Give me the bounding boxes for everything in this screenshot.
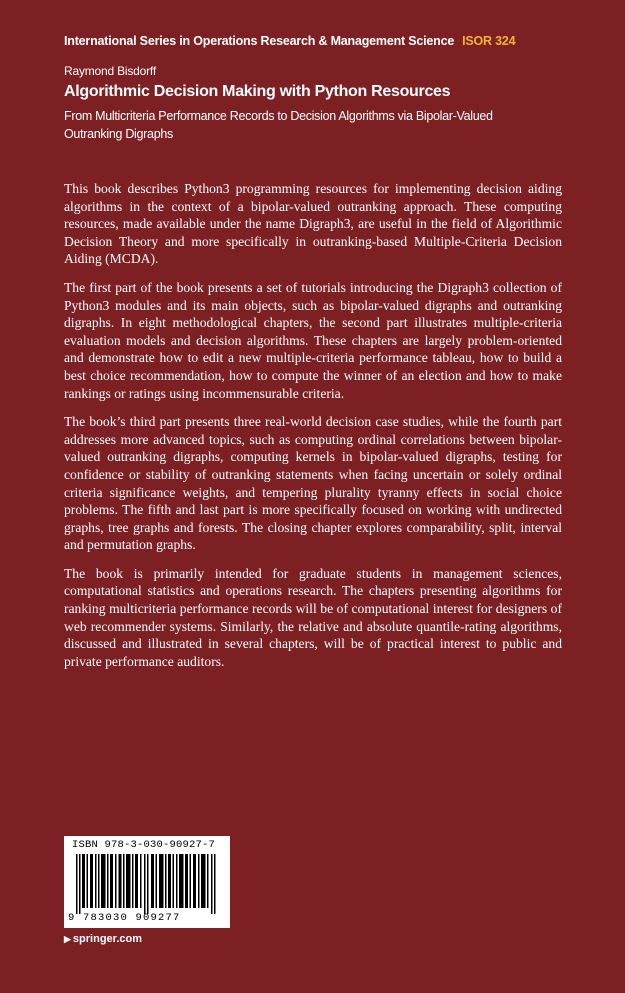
barcode-digits: 9 783030 909277	[68, 912, 181, 924]
arrow-right-icon: ▶	[64, 934, 71, 944]
publisher-link[interactable]	[64, 933, 142, 945]
series-line	[64, 34, 515, 48]
blurb-paragraph: The book’s third part presents three real-world decision case studies, while the fourth part addresses more advanced topics, such as computing ordinal correlations between bipolar-valued outranking digraphs, computing kernels in bipolar-valued digraphs, testing for confidence or stability of outranking statements when facing uncertain or solely ordinal criteria significance weights, and tempering plurality tyranny effects in social choice problems. The fifth and last part is more specifically focused on working with undirected graphs, tree graphs and forests. The closing chapter explores comparability, split, interval and permutation graphs.	[64, 414, 562, 553]
blurb-paragraph: This book describes Python3 programming resources for implementing decision aiding algorithms in the context of a bipolar-valued outranking approach. These computing resources, made available under the name Digraph3, are useful in the field of Algorithmic Decision Theory and more specifically in outranking-based Multiple-Criteria Decision Aiding (MCDA).	[64, 181, 562, 267]
barcode-bars	[74, 854, 220, 914]
series-volume: ISOR 324	[462, 34, 516, 48]
isbn-barcode	[64, 836, 230, 928]
blurb	[64, 180, 562, 681]
book-subtitle: From Multicriteria Performance Records to Decision Algorithms via Bipolar-Valued Outranking Digraphs	[64, 109, 493, 141]
blurb-paragraph: The book is primarily intended for graduate students in management sciences, computational statistics and operations research. The chapters presenting algorithms for ranking multicriteria performance records will be of computational interest for designers of web recommender systems. Similarly, the relative and absolute quantile-rating algorithms, discussed and illustrated in several chapters, will be of practical interest to public and private performance auditors.	[64, 565, 562, 669]
author-name: Raymond Bisdorff	[64, 64, 156, 78]
series-name: International Series in Operations Research & Management Science	[64, 34, 455, 48]
blurb-paragraph: The first part of the book presents a set of tutorials introducing the Digraph3 collection of Python3 modules and its main objects, such as bipolar-valued digraphs and outranking digraphs. In eight methodological chapters, the second part illustrates multiple-criteria evaluation models and decision algorithms. These chapters are largely problem-oriented and demonstrate how to edit a new multiple-criteria performance tableau, how to build a best choice recommendation, how to compute the winner of an election and how to make rankings or ratings using incommensurable criteria.	[64, 279, 562, 401]
book-title: Algorithmic Decision Making with Python Resources	[64, 83, 451, 100]
publisher-url: springer.com	[72, 933, 142, 945]
isbn-label: ISBN 978-3-030-90927-7	[72, 839, 216, 851]
